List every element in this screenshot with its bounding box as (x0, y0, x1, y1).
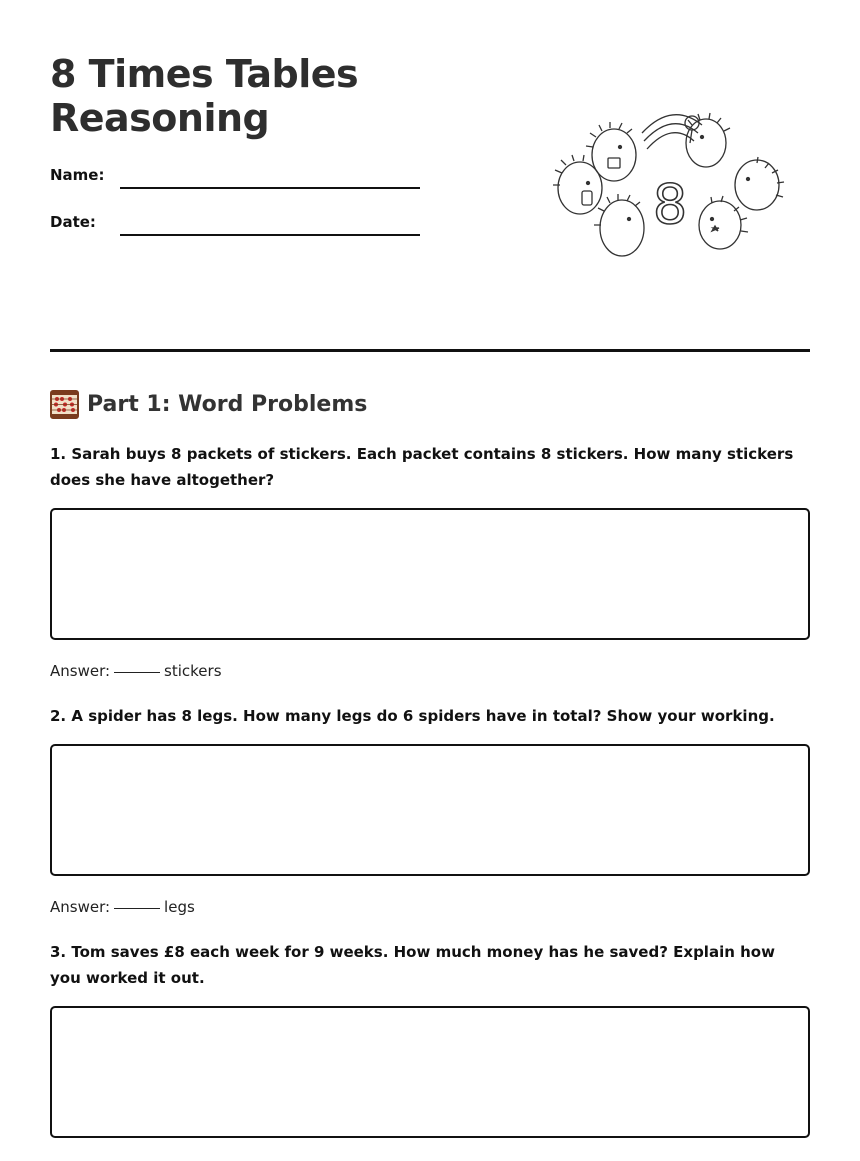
abacus-icon (50, 390, 79, 419)
answer-unit: legs (164, 898, 195, 916)
date-label: Date: (50, 213, 96, 231)
worksheet-title: 8 Times Tables Reasoning (50, 52, 359, 140)
answer-line-2 (50, 898, 195, 916)
answer-unit: stickers (164, 662, 222, 680)
answer-blank[interactable] (114, 672, 160, 673)
question-2: 2. A spider has 8 legs. How many legs do 6 spiders have in total? Show your working. (50, 707, 775, 725)
section-title: Part 1: Word Problems (87, 391, 368, 417)
answer-box-3[interactable] (50, 1006, 810, 1138)
answer-label: Answer: (50, 898, 111, 916)
name-line[interactable] (120, 187, 420, 189)
question-3: 3. Tom saves £8 each week for 9 weeks. How much money has he saved? Explain how you worked it out. (50, 943, 775, 987)
illustration-number: 8 (652, 173, 688, 236)
header-divider (50, 349, 810, 352)
answer-line-1 (50, 662, 222, 680)
question-1: 1. Sarah buys 8 packets of stickers. Each packet contains 8 stickers. How many stickers does she have altogether? (50, 445, 794, 489)
name-field[interactable] (50, 166, 420, 196)
name-label: Name: (50, 166, 105, 184)
answer-box-1[interactable] (50, 508, 810, 640)
answer-label: Answer: (50, 662, 111, 680)
answer-blank[interactable] (114, 908, 160, 909)
section-header (50, 388, 367, 420)
date-line[interactable] (120, 234, 420, 236)
date-field[interactable] (50, 213, 420, 243)
hedgehogs-around-number-icon (552, 103, 790, 268)
answer-box-2[interactable] (50, 744, 810, 876)
